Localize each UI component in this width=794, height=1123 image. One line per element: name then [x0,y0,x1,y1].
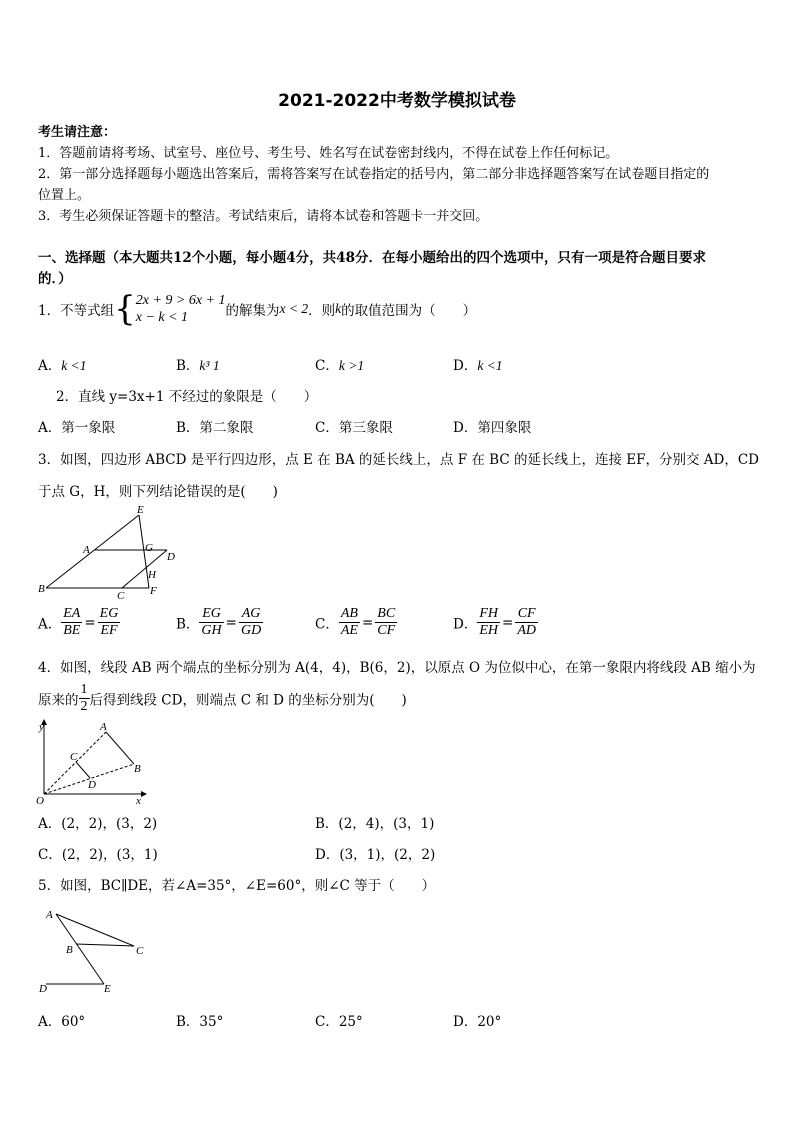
q2-option-a[interactable] [38,416,115,436]
denominator: EF [100,623,118,638]
notice-item: 2．第一部分选择题每小题选出答案后，需将答案写在试卷指定的括号内，第二部分非选择题答案写在试卷题目指定的 [38,167,710,182]
q4-text-post: 后得到线段 CD，则端点 C 和 D 的坐标分别为( ) [89,692,407,709]
line-bc [76,944,134,946]
option-value: 25° [338,1014,363,1030]
numerator: EA [63,606,81,621]
question-1 [38,289,477,329]
line-ae [56,914,104,984]
option-value: k <1 [61,358,87,373]
numerator: EG [199,606,223,623]
q5-option-b[interactable] [176,1010,223,1030]
numerator: FH [479,606,498,621]
denominator: AD [517,623,536,638]
question-5: 5．如图，BC∥DE，若∠A=35°，∠E=60°，则∠C 等于（ ） [38,878,436,894]
label-c: C [117,590,125,602]
section-heading: 一、选择题（本大题共12个小题，每小题4分，共48分．在每小题给出的四个选项中，只有一项是符合题目要求 [38,250,706,266]
fraction [98,606,121,639]
q1-condition: x < 2 [279,301,309,316]
denominator: GH [201,623,222,638]
q4-option-b[interactable] [315,812,434,832]
q5-option-a[interactable] [38,1010,85,1030]
label-b: B [66,944,73,956]
question-4-cont [38,682,407,715]
q3-option-c[interactable] [315,606,397,639]
fraction [61,606,82,639]
label-h: H [148,569,156,581]
numerator: 1 [80,682,88,697]
q3-option-d[interactable] [453,606,538,639]
numerator: BC [377,606,396,621]
option-value: 第三象限 [338,420,393,436]
option-label: B． [176,616,200,633]
question-3-cont: 于点 G，H，则下列结论错误的是( ) [38,484,278,500]
option-value: 第一象限 [61,420,116,436]
numerator: EG [99,606,119,621]
label-a: A [100,721,107,733]
numerator: AG [239,606,263,623]
q4-option-d[interactable] [315,843,435,863]
option-value: k >1 [338,358,365,373]
q4-option-c[interactable] [38,843,158,863]
notice-item: 3．考生必须保证答题卡的整洁。考试结束后，请将本试卷和答题卡一并交回。 [38,209,489,224]
option-value: k³ 1 [199,358,220,373]
q1-option-c[interactable] [315,354,364,374]
label-a: A [46,909,53,921]
equals-sign: = [502,614,514,631]
option-label: D． [453,420,478,436]
option-label: C． [315,616,339,633]
option-label: C． [315,420,339,436]
q4-option-a[interactable] [38,812,157,832]
q5-option-d[interactable] [453,1010,501,1030]
q3-option-a[interactable] [38,606,120,639]
label-g: G [145,542,153,554]
label-d: D [39,983,47,995]
fraction [515,606,538,639]
option-label: C． [315,358,339,374]
q3-option-b[interactable] [176,606,263,639]
denominator: 2 [80,699,88,714]
fraction-half [79,682,90,715]
label-c: C [70,751,78,763]
option-label: D． [453,1014,478,1030]
question-4: 4．如图，线段 AB 两个端点的坐标分别为 A(4，4)，B(6，2)，以原点 O 为位似中心，在第一象限内将线段 AB 缩小为 [38,660,756,676]
fraction [339,606,360,639]
q1-var: k [335,301,342,316]
equals-sign: = [361,614,374,631]
option-label: B． [176,358,200,374]
fraction [477,606,500,639]
option-value: 第二象限 [199,420,254,436]
option-value: 20° [477,1014,502,1030]
segment-ab [106,732,134,764]
option-value: (2，2)，(3，1) [61,847,158,863]
option-label: D． [453,616,478,633]
inequality-row: 2x + 9 > 6x + 1 [135,293,226,308]
section-heading-cont: 的．） [38,271,72,287]
label-d: D [88,779,96,791]
label-b: B [38,583,45,595]
label-f: F [150,585,157,597]
label-o: O [36,795,44,807]
option-label: C． [38,847,62,863]
option-label: A． [38,358,62,374]
denominator: BE [63,623,81,638]
q1-option-d[interactable] [453,354,503,374]
option-label: D． [453,358,478,374]
option-value: k <1 [477,358,503,373]
label-x: x [136,795,141,807]
q1-option-a[interactable] [38,354,86,374]
q5-figure [34,902,158,998]
numerator: CF [515,606,538,623]
numerator: AB [340,606,358,621]
option-label: A． [38,816,62,832]
notice-heading: 考生请注意： [38,125,117,140]
option-value: 35° [199,1014,224,1030]
option-value: 60° [61,1014,86,1030]
option-label: C． [315,1014,339,1030]
line-oa [44,732,106,794]
inequality-system [136,292,226,326]
q5-option-c[interactable] [315,1010,363,1030]
label-c: C [136,945,144,957]
question-2: 2．直线 y=3x+1 不经过的象限是（ ） [56,389,318,405]
q3-figure [36,502,186,602]
line-be [46,515,139,588]
q4-text-pre: 原来的 [38,692,79,709]
option-value: (2，2)，(3，2) [61,816,158,832]
q2-option-b[interactable] [176,416,253,436]
q1-suffix: 的取值范围为（ ） [341,303,477,319]
label-e: E [104,983,111,995]
option-label: A． [38,420,62,436]
option-label: A． [38,616,62,633]
q4-figure [34,716,154,808]
notice-item: 位置上。 [38,188,91,203]
line-ac [56,914,134,946]
denominator: CF [377,623,396,638]
label-b: B [134,763,141,775]
fraction [199,606,223,639]
question-3: 3．如图，四边形 ABCD 是平行四边形，点 E 在 BA 的延长线上，点 F 在 BC 的延长线上，连接 EF，分别交 AD，CD [38,452,759,468]
equals-sign: = [225,614,237,631]
inequality-row: x − k < 1 [135,310,189,325]
fraction [239,606,263,639]
label-y: y [39,721,44,733]
fraction [375,606,397,639]
option-label: D． [315,847,340,863]
q2-option-d[interactable] [453,416,531,436]
page-title: 2021-2022中考数学模拟试卷 [278,91,516,111]
denominator: AE [340,623,358,638]
label-d: D [167,551,175,563]
q2-option-c[interactable] [315,416,393,436]
option-value: (2，4)，(3，1) [338,816,435,832]
q1-mid: 的解集为 [225,303,280,319]
q1-option-b[interactable] [176,354,220,374]
label-e: E [137,504,144,516]
equals-sign: = [84,614,96,631]
segment-cd [76,762,90,778]
option-label: B． [176,1014,200,1030]
denominator: EH [479,623,498,638]
label-a: A [83,544,90,556]
option-value: (3，1)，(2，2) [339,847,436,863]
option-label: A． [38,1014,62,1030]
notice-item: 1．答题前请将考场、试室号、座位号、考生号、姓名写在试卷密封线内，不得在试卷上作任何标记。 [38,146,619,161]
option-label: B． [315,816,339,832]
q1-prefix: 1．不等式组 [38,303,115,319]
option-label: B． [176,420,200,436]
q1-mid2: ．则 [308,303,336,319]
denominator: GD [240,623,262,638]
brace-symbol: { [114,289,136,329]
option-value: 第四象限 [477,420,532,436]
